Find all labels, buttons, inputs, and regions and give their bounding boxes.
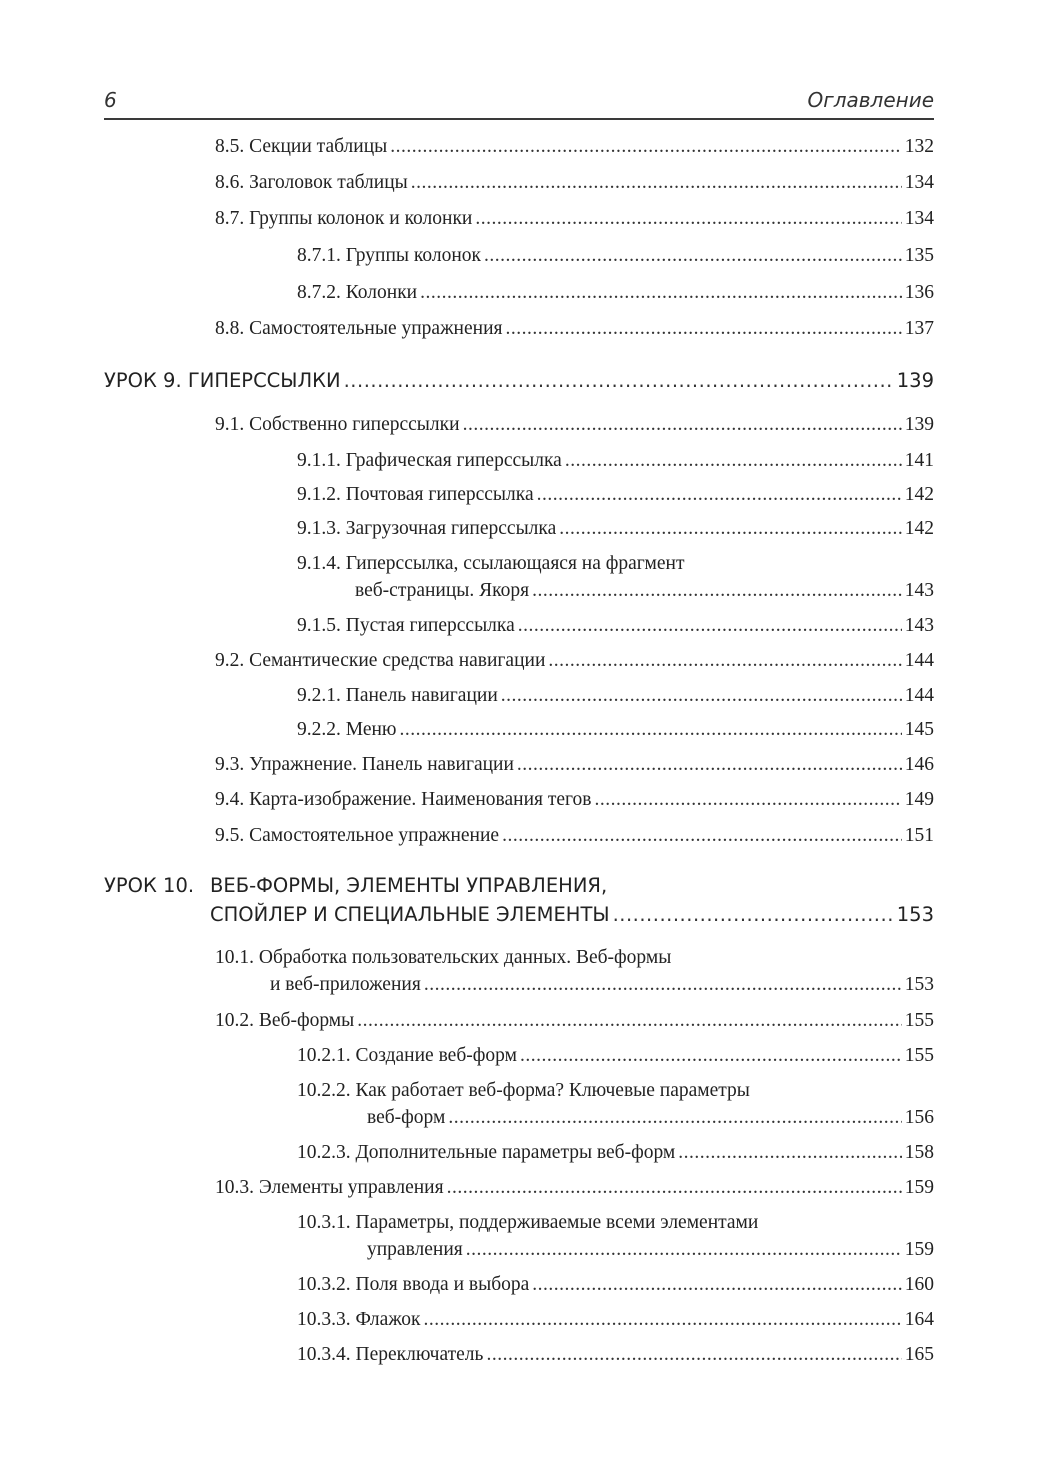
toc-entry[interactable] xyxy=(297,552,934,603)
entry-page: 139 xyxy=(896,369,934,392)
entry-title: Пустая гиперссылка xyxy=(345,615,515,636)
entry-page: 137 xyxy=(904,318,934,339)
entry-number: 9.1.3. xyxy=(297,518,341,539)
toc-entry[interactable] xyxy=(215,649,934,673)
entry-title: Поля ввода и выбора xyxy=(355,1274,530,1295)
entry-number: 8.7. xyxy=(215,208,245,229)
toc-entry[interactable] xyxy=(297,449,934,473)
entry-title: Карта-изображение. Наименования тегов xyxy=(249,789,592,810)
dot-leader xyxy=(411,171,902,195)
entry-page: 155 xyxy=(904,1045,934,1066)
entry-number: 8.5. xyxy=(215,136,245,157)
entry-page: 136 xyxy=(904,282,934,303)
entry-title: Создание веб-форм xyxy=(355,1045,517,1066)
entry-number: 9.1.5. xyxy=(297,615,341,636)
dot-leader xyxy=(537,483,902,507)
entry-page: 151 xyxy=(904,825,934,846)
dot-leader xyxy=(475,207,901,231)
dot-leader xyxy=(520,1044,902,1068)
entry-page: 143 xyxy=(904,580,934,601)
entry-page: 156 xyxy=(904,1107,934,1128)
entry-page: 142 xyxy=(904,518,934,539)
entry-number: 8.7.1. xyxy=(297,245,341,266)
dot-leader xyxy=(595,788,902,812)
entry-number: 9.2. xyxy=(215,650,245,671)
entry-number: 10.3. xyxy=(215,1177,254,1198)
entry-title: Элементы управления xyxy=(258,1177,444,1198)
dot-leader xyxy=(466,1238,902,1262)
dot-leader xyxy=(501,684,902,708)
toc-lesson-entry[interactable] xyxy=(104,874,934,927)
entry-title: Колонки xyxy=(345,282,418,303)
lesson-title: ГИПЕРССЫЛКИ xyxy=(187,369,341,392)
entry-number: 10.2. xyxy=(215,1010,254,1031)
toc-entry[interactable] xyxy=(215,753,934,777)
entry-number: 9.1. xyxy=(215,414,245,435)
entry-title: Переключатель xyxy=(355,1344,484,1365)
entry-number: 10.3.2. xyxy=(297,1274,351,1295)
entry-number: 9.2.2. xyxy=(297,719,341,740)
entry-number: 9.5. xyxy=(215,825,245,846)
entry-page: 143 xyxy=(904,615,934,636)
page-header xyxy=(104,86,934,120)
entry-number: 10.2.1. xyxy=(297,1045,351,1066)
dot-leader xyxy=(613,903,894,927)
dot-leader xyxy=(517,753,902,777)
toc-entry[interactable] xyxy=(215,788,934,812)
lesson-title: СПОЙЛЕР И СПЕЦИАЛЬНЫЕ ЭЛЕМЕНТЫ xyxy=(210,903,610,926)
dot-leader xyxy=(357,1009,902,1033)
dot-leader xyxy=(390,135,902,159)
entry-number: 9.1.2. xyxy=(297,484,341,505)
entry-page: 145 xyxy=(904,719,934,740)
entry-page: 159 xyxy=(904,1239,934,1260)
entry-page: 153 xyxy=(904,974,934,995)
entry-title: Меню xyxy=(345,719,397,740)
entry-page: 134 xyxy=(904,208,934,229)
entry-title: Загрузочная гиперссылка xyxy=(345,518,557,539)
entry-page: 139 xyxy=(904,414,934,435)
toc-entry[interactable] xyxy=(297,1273,934,1297)
entry-title-line1: Как работает веб-форма? Ключевые параметры xyxy=(355,1080,750,1101)
toc-entry[interactable] xyxy=(297,684,934,708)
lesson-title-line1: ВЕБ-ФОРМЫ, ЭЛЕМЕНТЫ УПРАВЛЕНИЯ, xyxy=(210,874,608,897)
entry-page: 141 xyxy=(904,450,934,471)
entry-page: 149 xyxy=(904,789,934,810)
entry-number: 9.1.4. xyxy=(297,553,341,574)
entry-number: 10.3.1. xyxy=(297,1212,351,1233)
dot-leader xyxy=(532,1273,901,1297)
entry-number: 8.8. xyxy=(215,318,245,339)
dot-leader xyxy=(424,1308,902,1332)
toc-entry[interactable] xyxy=(297,1079,934,1130)
dot-leader xyxy=(548,649,901,673)
entry-title: и веб-приложения xyxy=(270,974,421,995)
entry-number: 8.6. xyxy=(215,172,245,193)
entry-title: Дополнительные параметры веб-форм xyxy=(355,1142,676,1163)
entry-title: управления xyxy=(367,1239,463,1260)
lesson-number: УРОК 10. xyxy=(104,874,195,897)
lesson-number: УРОК 9. xyxy=(104,369,182,392)
entry-title-line1: Обработка пользовательских данных. Веб-формы xyxy=(258,947,672,968)
entry-title: Самостоятельные упражнения xyxy=(249,318,503,339)
toc-entry[interactable] xyxy=(215,207,934,231)
toc-entry[interactable] xyxy=(297,1211,934,1262)
dot-leader xyxy=(344,369,894,393)
toc-entry[interactable] xyxy=(297,1343,934,1367)
running-title: Оглавление xyxy=(807,88,934,112)
entry-title: веб-страницы. Якоря xyxy=(355,580,530,601)
entry-page: 158 xyxy=(904,1142,934,1163)
toc-entry[interactable] xyxy=(297,517,934,541)
toc-entry[interactable] xyxy=(297,1308,934,1332)
entry-number: 10.1. xyxy=(215,947,254,968)
dot-leader xyxy=(486,1343,901,1367)
dot-leader xyxy=(559,517,902,541)
entry-page: 134 xyxy=(904,172,934,193)
dot-leader xyxy=(484,244,902,268)
entry-number: 9.4. xyxy=(215,789,245,810)
entry-title-line1: Параметры, поддерживаемые всеми элементами xyxy=(355,1212,759,1233)
toc-entry[interactable] xyxy=(215,317,934,341)
entry-number: 8.7.2. xyxy=(297,282,341,303)
entry-title: Флажок xyxy=(355,1309,421,1330)
dot-leader xyxy=(565,449,902,473)
entry-page: 165 xyxy=(904,1344,934,1365)
toc-entry[interactable] xyxy=(215,171,934,195)
entry-page: 146 xyxy=(904,754,934,775)
entry-page: 135 xyxy=(904,245,934,266)
entry-page: 160 xyxy=(904,1274,934,1295)
entry-title-line1: Гиперссылка, ссылающаяся на фрагмент xyxy=(345,553,685,574)
entry-page: 153 xyxy=(896,903,934,926)
entry-title: Группы колонок и колонки xyxy=(249,208,473,229)
entry-page: 164 xyxy=(904,1309,934,1330)
page-number: 6 xyxy=(104,88,117,112)
entry-title: Почтовая гиперссылка xyxy=(345,484,534,505)
entry-number: 10.3.4. xyxy=(297,1344,351,1365)
toc-entry[interactable] xyxy=(297,1141,934,1165)
dot-leader xyxy=(532,579,902,603)
entry-title: Графическая гиперссылка xyxy=(345,450,562,471)
toc-lesson-entry[interactable] xyxy=(104,369,934,393)
toc-entry[interactable] xyxy=(215,946,934,997)
entry-title: Секции таблицы xyxy=(249,136,388,157)
entry-number: 10.2.2. xyxy=(297,1080,351,1101)
toc-entry[interactable] xyxy=(215,413,934,437)
toc-entry[interactable] xyxy=(297,281,934,305)
toc-entry[interactable] xyxy=(215,1176,934,1200)
dot-leader xyxy=(424,973,902,997)
entry-page: 132 xyxy=(904,136,934,157)
entry-number: 10.2.3. xyxy=(297,1142,351,1163)
dot-leader xyxy=(463,413,902,437)
dot-leader xyxy=(448,1106,901,1130)
entry-title: веб-форм xyxy=(367,1107,446,1128)
toc-entry[interactable] xyxy=(297,244,934,268)
toc-entry[interactable] xyxy=(297,718,934,742)
dot-leader xyxy=(447,1176,902,1200)
entry-title: Семантические средства навигации xyxy=(249,650,546,671)
entry-title: Группы колонок xyxy=(345,245,482,266)
toc-entry[interactable] xyxy=(215,1009,934,1033)
toc-entry[interactable] xyxy=(215,824,934,848)
entry-page: 142 xyxy=(904,484,934,505)
toc-entry[interactable] xyxy=(297,1044,934,1068)
dot-leader xyxy=(518,614,902,638)
dot-leader xyxy=(506,317,902,341)
entry-page: 144 xyxy=(904,685,934,706)
entry-title: Панель навигации xyxy=(345,685,498,706)
entry-number: 9.1.1. xyxy=(297,450,341,471)
entry-page: 144 xyxy=(904,650,934,671)
dot-leader xyxy=(502,824,902,848)
entry-page: 155 xyxy=(904,1010,934,1031)
toc-entry[interactable] xyxy=(215,135,934,159)
dot-leader xyxy=(678,1141,901,1165)
toc-entry[interactable] xyxy=(297,614,934,638)
entry-title: Веб-формы xyxy=(258,1010,355,1031)
entry-title: Упражнение. Панель навигации xyxy=(249,754,514,775)
entry-title: Собственно гиперссылки xyxy=(249,414,460,435)
entry-number: 10.3.3. xyxy=(297,1309,351,1330)
entry-title: Заголовок таблицы xyxy=(249,172,408,193)
toc-entry[interactable] xyxy=(297,483,934,507)
entry-number: 9.3. xyxy=(215,754,245,775)
dot-leader xyxy=(400,718,902,742)
entry-number: 9.2.1. xyxy=(297,685,341,706)
dot-leader xyxy=(420,281,902,305)
entry-page: 159 xyxy=(904,1177,934,1198)
entry-title: Самостоятельное упражнение xyxy=(249,825,500,846)
